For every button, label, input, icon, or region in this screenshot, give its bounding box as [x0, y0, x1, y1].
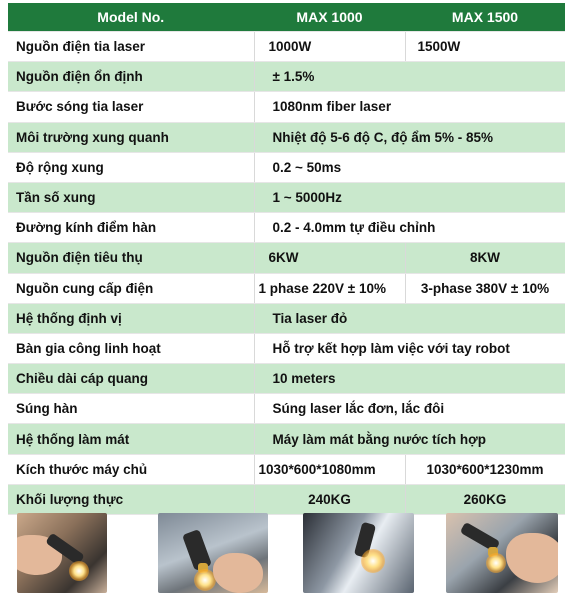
welding-photo-1: [17, 513, 107, 593]
row-value-max1500: 260KG: [405, 484, 565, 514]
row-value: 0.2 ~ 50ms: [254, 152, 565, 182]
table-row: [8, 243, 565, 273]
row-value-max1500: 1030*600*1230mm: [405, 454, 565, 484]
row-value-max1000: 1000W: [254, 32, 405, 62]
welding-photo-2: [158, 513, 268, 593]
table-row: [8, 454, 565, 484]
row-label: Hệ thống định vị: [8, 303, 254, 333]
row-label: Khối lượng thực: [8, 484, 254, 514]
welding-photo-4: [446, 513, 558, 593]
row-label: Súng hàn: [8, 394, 254, 424]
table-row: [8, 394, 565, 424]
table-row: [8, 424, 565, 454]
row-value: 1080nm fiber laser: [254, 92, 565, 122]
table-row: [8, 62, 565, 92]
row-label: Đường kính điểm hàn: [8, 213, 254, 243]
table-row: [8, 152, 565, 182]
row-label: Môi trường xung quanh: [8, 122, 254, 152]
row-label: Chiều dài cáp quang: [8, 364, 254, 394]
header-model: Model No.: [8, 3, 254, 32]
row-value: 10 meters: [254, 364, 565, 394]
table-row: [8, 182, 565, 212]
row-value-max1000: 240KG: [254, 484, 405, 514]
table-row: [8, 273, 565, 303]
row-value-max1500: 1500W: [405, 32, 565, 62]
table-row: [8, 122, 565, 152]
row-value: 0.2 - 4.0mm tự điều chỉnh: [254, 213, 565, 243]
row-value-max1000: 1 phase 220V ± 10%: [254, 273, 405, 303]
table-header-row: [8, 3, 565, 32]
welding-photo-strip: [0, 513, 565, 595]
table-row: [8, 32, 565, 62]
row-label: Kích thước máy chủ: [8, 454, 254, 484]
row-label: Tần số xung: [8, 182, 254, 212]
row-value-max1000: 1030*600*1080mm: [254, 454, 405, 484]
table-row: [8, 364, 565, 394]
spark-shape: [486, 553, 506, 573]
spec-table: [8, 3, 565, 515]
row-value: Súng laser lắc đơn, lắc đôi: [254, 394, 565, 424]
row-label: Bàn gia công linh hoạt: [8, 333, 254, 363]
header-max1000: MAX 1000: [254, 3, 405, 32]
table-row: [8, 333, 565, 363]
welding-photo-3: [303, 513, 414, 593]
row-value-max1500: 8KW: [405, 243, 565, 273]
row-value: ± 1.5%: [254, 62, 565, 92]
spark-shape: [361, 549, 385, 573]
row-label: Độ rộng xung: [8, 152, 254, 182]
hand-shape: [213, 553, 263, 593]
row-label: Hệ thống làm mát: [8, 424, 254, 454]
row-value: Máy làm mát bằng nước tích hợp: [254, 424, 565, 454]
row-label: Bước sóng tia laser: [8, 92, 254, 122]
table-row: [8, 92, 565, 122]
spark-shape: [69, 561, 89, 581]
hand-shape: [506, 533, 558, 583]
row-value-max1000: 6KW: [254, 243, 405, 273]
header-max1500: MAX 1500: [405, 3, 565, 32]
row-value: Nhiệt độ 5-6 độ C, độ ẩm 5% - 85%: [254, 122, 565, 152]
row-value-max1500: 3-phase 380V ± 10%: [405, 273, 565, 303]
table-row: [8, 213, 565, 243]
row-label: Nguồn điện ổn định: [8, 62, 254, 92]
row-label: Nguồn điện tiêu thụ: [8, 243, 254, 273]
row-value: 1 ~ 5000Hz: [254, 182, 565, 212]
row-label: Nguồn cung cấp điện: [8, 273, 254, 303]
table-row: [8, 484, 565, 514]
row-value: Tia laser đỏ: [254, 303, 565, 333]
table-row: [8, 303, 565, 333]
row-value: Hỗ trợ kết hợp làm việc với tay robot: [254, 333, 565, 363]
row-label: Nguồn điện tia laser: [8, 32, 254, 62]
